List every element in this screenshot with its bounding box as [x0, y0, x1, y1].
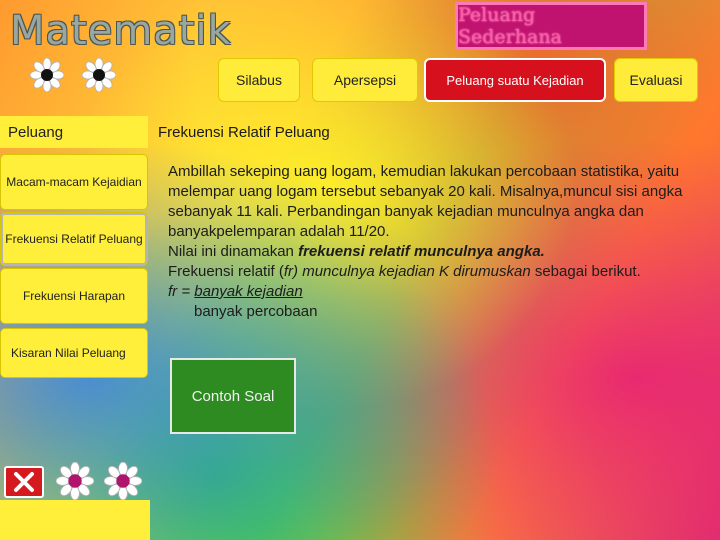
flower-icon	[104, 462, 142, 504]
sidebar-item-frekuensi-relatif[interactable]: Frekuensi Relatif Peluang	[0, 212, 148, 266]
bottom-strip	[0, 500, 150, 540]
formula-lhs: fr =	[168, 283, 195, 300]
paragraph-intro: Ambillah sekeping uang logam, kemudian lakukan percobaan statistika, yaitu melempar uang logam tersebut sebanyak 20 kali. Misalnya,muncul sisi angka sebanyak 11 kali. Perbandingan banyak kejadian munculnya angka dan banyakpelemparan adalah 11/20.	[168, 163, 683, 240]
close-icon	[13, 471, 35, 493]
nav-peluang-suatu-kejadian[interactable]: Peluang suatu Kejadian	[424, 58, 606, 102]
nav-evaluasi[interactable]: Evaluasi	[614, 58, 698, 102]
close-button[interactable]	[4, 466, 44, 498]
formula-numerator: banyak kejadian	[194, 283, 303, 300]
paragraph-formula-intro	[168, 262, 708, 282]
formula	[168, 282, 708, 302]
formula-denominator: banyak percobaan	[194, 303, 318, 320]
sidebar-item-kisaran-nilai[interactable]: Kisaran Nilai Peluang	[0, 328, 148, 378]
flower-icon	[56, 462, 94, 504]
nav-silabus[interactable]: Silabus	[218, 58, 300, 102]
definition-term: frekuensi relatif munculnya angka.	[298, 243, 545, 260]
content-heading: Frekuensi Relatif Peluang	[158, 123, 330, 141]
formula-intro-suffix: sebagai berikut.	[530, 263, 641, 280]
flower-icon	[82, 58, 116, 96]
content-body	[168, 162, 708, 322]
app-title: Matematik	[10, 8, 232, 54]
flower-icon	[30, 58, 64, 96]
formula-intro-em: fr) munculnya kejadian K dirumuskan	[283, 263, 531, 280]
definition-text: Nilai ini dinamakan	[168, 243, 299, 260]
nav-apersepsi[interactable]: Apersepsi	[312, 58, 418, 102]
topic-banner: Peluang Sederhana	[455, 2, 647, 50]
example-button[interactable]: Contoh Soal	[170, 358, 296, 434]
sidebar-item-frekuensi-harapan[interactable]: Frekuensi Harapan	[0, 268, 148, 324]
formula-intro-text: Frekuensi relatif (	[168, 263, 284, 280]
sidebar-heading: Peluang	[0, 116, 148, 148]
sidebar-item-macam-macam-kejadian[interactable]: Macam-macam Kejaidian	[0, 154, 148, 210]
paragraph-definition	[168, 242, 708, 262]
